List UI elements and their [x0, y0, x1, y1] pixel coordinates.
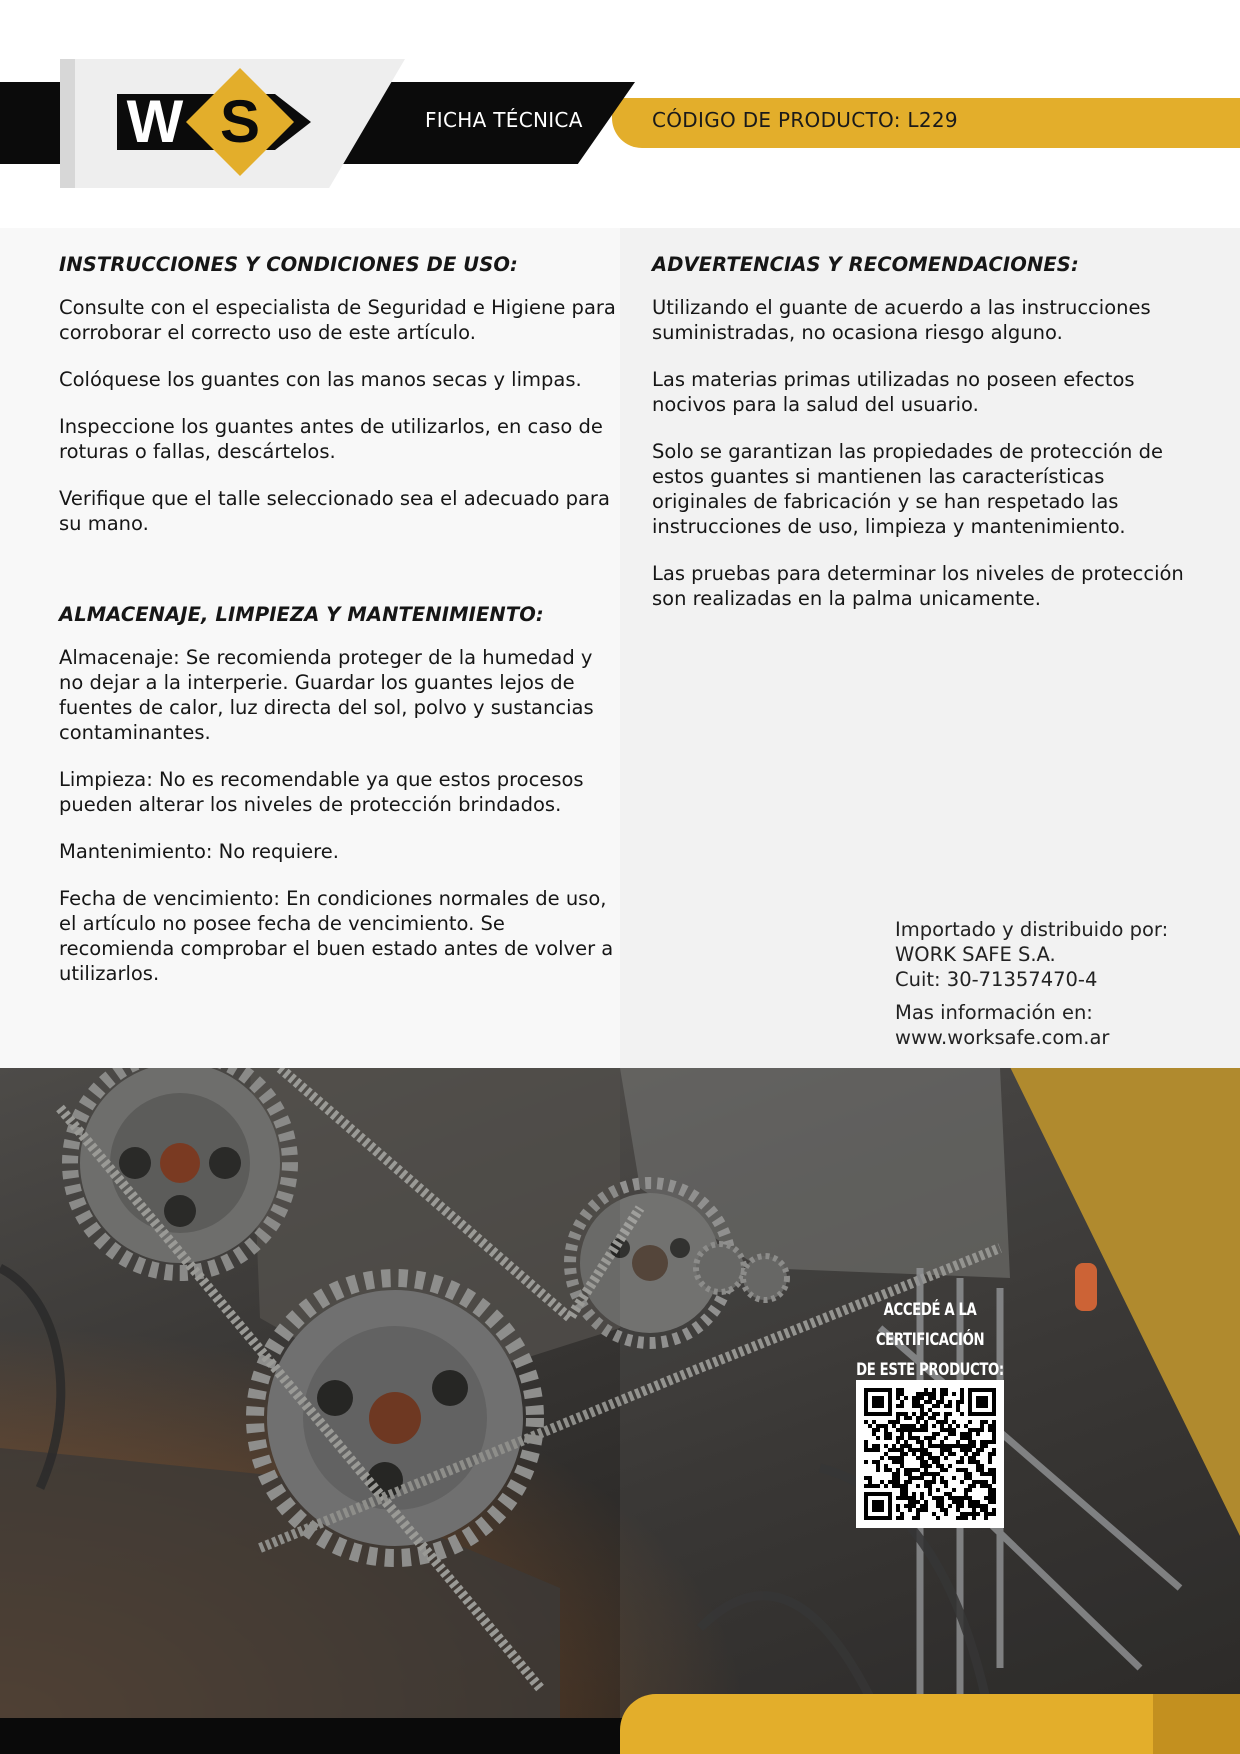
logo-letter-s: S [219, 88, 261, 155]
right-column [652, 252, 1200, 633]
warning-paragraph: Solo se garantizan las propiedades de protección de estos guantes si mantienen las características originales de fabricación y se han respetado las instrucciones de uso, limpieza y mantenimiento. [652, 440, 1163, 538]
instruction-paragraph: Colóquese los guantes con las manos secas y limpas. [59, 368, 582, 391]
footer-dark-gold-band [1153, 1694, 1240, 1754]
certification-line-2: DE ESTE PRODUCTO: [856, 1360, 1004, 1380]
storage-paragraph: Almacenaje: Se recomienda proteger de la humedad y no dejar a la interperie. Guardar los guantes lejos de fuentes de calor, luz directa del sol, polvo y sustancias contaminantes. [59, 646, 594, 744]
certification-line-1: ACCEDÉ A LA CERTIFICACIÓN [875, 1300, 985, 1350]
warning-paragraph: Las pruebas para determinar los niveles de protección son realizadas en la palma unicamente. [652, 562, 1184, 610]
instruction-paragraph: Consulte con el especialista de Seguridad e Higiene para corroborar el correcto uso de este artículo. [59, 296, 616, 344]
section-title-instructions: INSTRUCCIONES Y CONDICIONES DE USO: [59, 253, 518, 276]
instruction-paragraph: Verifique que el talle seleccionado sea el adecuado para su mano. [59, 487, 610, 535]
section-title-storage: ALMACENAJE, LIMPIEZA Y MANTENIMIENTO: [59, 603, 544, 626]
importer-label: Importado y distribuido por: [895, 918, 1169, 941]
company-name: WORK SAFE S.A. [895, 943, 1056, 966]
expiration-paragraph: Fecha de vencimiento: En condiciones normales de uso, el artículo no posee fecha de vencimiento. Se recomienda comprobar el buen estado antes de volver a utilizarlos. [59, 887, 614, 985]
instruction-paragraph: Inspeccione los guantes antes de utilizarlos, en caso de roturas o fallas, descártelos. [59, 415, 603, 463]
section-title-warnings: ADVERTENCIAS Y RECOMENDACIONES: [652, 253, 1079, 276]
certification-callout [836, 1295, 1023, 1385]
warning-paragraph: Las materias primas utilizadas no poseen efectos nocivos para la salud del usuario. [652, 368, 1135, 416]
document-title: FICHA TÉCNICA [425, 108, 583, 132]
website-link[interactable]: www.worksafe.com.ar [895, 1026, 1110, 1049]
cleaning-paragraph: Limpieza: No es recomendable ya que estos procesos pueden alterar los niveles de protección brindados. [59, 768, 584, 816]
warning-paragraph: Utilizando el guante de acuerdo a las instrucciones suministradas, no ocasiona riesgo alguno. [652, 296, 1151, 344]
footer-yellow-band [620, 1694, 1240, 1754]
product-code: CÓDIGO DE PRODUCTO: L229 [652, 108, 958, 132]
brand-logo [115, 66, 315, 178]
logo-panel-edge [60, 59, 75, 188]
left-column [59, 252, 619, 1008]
importer-info [895, 917, 1225, 1050]
company-cuit: Cuit: 30-71357470-4 [895, 968, 1098, 991]
maintenance-paragraph: Mantenimiento: No requiere. [59, 840, 339, 863]
more-info-label: Mas información en: [895, 1001, 1093, 1024]
certification-qr-code[interactable] [856, 1380, 1004, 1528]
logo-letter-w: W [126, 88, 184, 155]
